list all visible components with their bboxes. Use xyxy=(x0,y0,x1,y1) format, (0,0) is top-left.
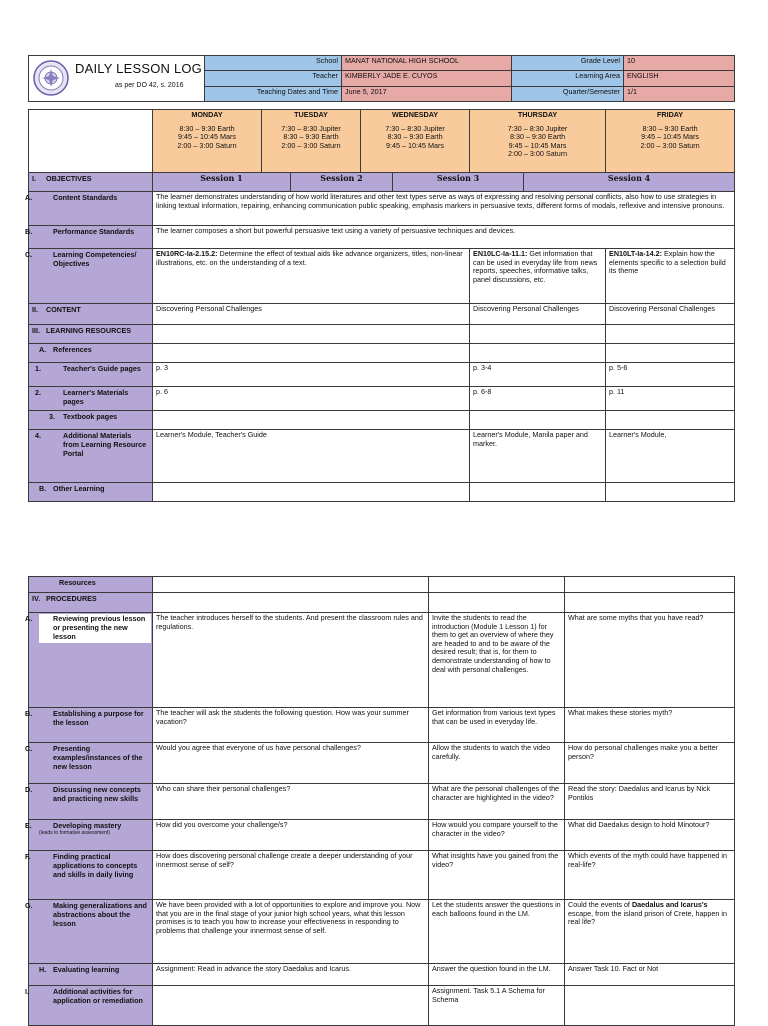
row-number: IV. xyxy=(32,594,41,603)
day-tuesday xyxy=(262,110,361,173)
additional-3: Learner's Module, xyxy=(606,430,735,483)
day-times: 7:30 – 8:30 Jupiter 8:30 – 9:30 Earth 9:45 – 10:45 Mars xyxy=(385,123,445,150)
procedure-h-3: Answer Task 10. Fact or Not xyxy=(565,964,735,986)
procedure-c-1: Would you agree that everyone of us have personal challenges? xyxy=(153,743,429,784)
page-subtitle: as per DO 42, s. 2016 xyxy=(115,82,184,89)
row-number: C. xyxy=(25,744,33,753)
procedure-f-2: What insights have you gained from the video? xyxy=(429,851,565,900)
area-label: Learning Area xyxy=(512,71,624,86)
row-label: Additional activities for application or remediation xyxy=(53,987,143,1005)
competency-code: EN10LT-Ia-14.2: xyxy=(609,249,663,258)
row-label: Establishing a purpose for the lesson xyxy=(53,709,144,727)
lm-pages-2: p. 6-8 xyxy=(470,387,606,411)
procedure-b-label xyxy=(25,708,153,743)
row-label: Discussing new concepts and practicing new skills xyxy=(53,785,141,803)
procedure-f-1: How does discovering personal challenge create a deeper understanding of your innermost sense of self? xyxy=(153,851,429,900)
procedure-h-2: Answer the question found in the LM. xyxy=(429,964,565,986)
empty-cell xyxy=(153,577,429,593)
performance-standards-label xyxy=(25,226,153,249)
row-number: B. xyxy=(25,709,33,718)
lesson-table-part1 xyxy=(25,109,735,502)
day-name: MONDAY xyxy=(191,110,223,119)
row-label: References xyxy=(53,345,92,354)
competency-text: Explain how the elements specific to a selection build its theme xyxy=(609,249,726,276)
procedure-e-label xyxy=(25,820,153,851)
empty-cell xyxy=(565,986,735,1026)
row-number: D. xyxy=(25,785,33,794)
procedure-h-1: Assignment: Read in advance the story Daedalus and Icarus. xyxy=(153,964,429,986)
row-number: I. xyxy=(32,174,36,183)
empty-cell xyxy=(606,411,735,430)
corner-cell xyxy=(29,110,153,173)
empty-cell xyxy=(429,577,565,593)
procedure-d-3: Read the story: Daedalus and Icarus by Nick Pontikis xyxy=(565,784,735,820)
procedure-g-1: We have been provided with a lot of opportunities to explore and improve you. Now that you are in the final stage of your junior high school years, what this lesson promises is to teach you how to increase your effectiveness in responding to problems that challenge your innermost sense of self. xyxy=(153,900,429,964)
additional-1: Learner's Module, Teacher's Guide xyxy=(153,430,470,483)
session-1: Session 1 xyxy=(153,173,291,192)
learning-resources-label xyxy=(29,325,153,344)
row-label: PROCEDURES xyxy=(46,594,97,603)
row-number: B. xyxy=(39,484,47,493)
procedure-h-label xyxy=(29,964,153,986)
row-label: Learning Competencies/ Objectives xyxy=(53,250,137,268)
empty-cell xyxy=(429,593,565,613)
procedure-d-1: Who can share their personal challenges? xyxy=(153,784,429,820)
procedure-e-3: What did Daedalus design to hold Minotour? xyxy=(565,820,735,851)
procedure-a-2: Invite the students to read the introduction (Module 1 Lesson 1) for them to get an overview of where they are headed to and to be aware of the desired result; that is, for them to demonstrate understanding of how to deal with personal challenges. xyxy=(429,613,565,708)
quarter-label: Quarter/Semester xyxy=(512,86,624,101)
row-label: Performance Standards xyxy=(53,227,135,236)
row-number: I. xyxy=(25,987,29,996)
school-value: MANAT NATIONAL HIGH SCHOOL xyxy=(342,56,512,71)
row-label: Content Standards xyxy=(53,193,118,202)
row-label: Presenting examples/instances of the new lesson xyxy=(53,744,143,771)
day-name: THURSDAY xyxy=(517,110,558,119)
quarter-value: 1/1 xyxy=(624,86,735,101)
day-name: WEDNESDAY xyxy=(391,110,439,119)
session-3: Session 3 xyxy=(393,173,524,192)
teacher-value: KIMBERLY JADE E. CUYOS xyxy=(342,71,512,86)
row-number: F. xyxy=(25,852,31,861)
procedure-e-1: How did you overcome your challenge/s? xyxy=(153,820,429,851)
tg-pages-3: p. 5-6 xyxy=(606,363,735,387)
row-label: Finding practical applications to concepts and skills in daily living xyxy=(53,852,138,879)
lm-pages-3: p. 11 xyxy=(606,387,735,411)
procedure-g-3 xyxy=(565,900,735,964)
empty-cell xyxy=(606,483,735,502)
row-note: (leads to formative assessment) xyxy=(39,830,110,836)
additional-materials-label xyxy=(29,430,153,483)
procedures-label xyxy=(29,593,153,613)
day-times: 8:30 – 9:30 Earth 9:45 – 10:45 Mars 2:00 – 3:00 Saturn xyxy=(177,123,237,150)
row-number: III. xyxy=(32,326,40,335)
competency-code: EN10RC-Ia-2.15.2: xyxy=(156,249,218,258)
row-number: 2. xyxy=(35,388,41,397)
empty-cell xyxy=(470,411,606,430)
resources-cont-label: Resources xyxy=(29,577,153,593)
session-2: Session 2 xyxy=(291,173,393,192)
lesson-table-part2 xyxy=(25,576,735,1026)
competency-1 xyxy=(153,249,470,304)
objectives-label xyxy=(29,173,153,192)
row-number: G. xyxy=(25,901,33,910)
procedure-i-label xyxy=(25,986,153,1026)
empty-cell xyxy=(470,325,606,344)
empty-cell xyxy=(470,483,606,502)
row-label: Making generalizations and abstractions about the lesson xyxy=(53,901,147,928)
row-number: A. xyxy=(25,193,33,202)
tg-pages-2: p. 3-4 xyxy=(470,363,606,387)
content-cell-2: Discovering Personal Challenges xyxy=(470,304,606,325)
procedure-c-label xyxy=(25,743,153,784)
competency-3 xyxy=(606,249,735,304)
procedure-b-2: Get information from various text types that can be used in everyday life. xyxy=(429,708,565,743)
references-label xyxy=(29,344,153,363)
performance-standards-text: The learner composes a short but powerful persuasive text using a variety of persuasive techniques and devices. xyxy=(153,226,735,249)
procedure-f-label xyxy=(25,851,153,900)
procedure-c-3: How do personal challenges make you a better person? xyxy=(565,743,735,784)
procedure-a-1: The teacher introduces herself to the students. And present the classroom rules and regulations. xyxy=(153,613,429,708)
row-number: A. xyxy=(39,345,47,354)
row-label: Other Learning xyxy=(53,484,105,493)
other-learning-label xyxy=(29,483,153,502)
row-number: B. xyxy=(25,227,33,236)
procedure-f-3: Which events of the myth could have happened in real-life? xyxy=(565,851,735,900)
page-title: DAILY LESSON LOG xyxy=(75,61,202,76)
procedure-a-3: What are some myths that you have read? xyxy=(565,613,735,708)
content-standards-text: The learner demonstrates understanding of how world literatures and other text types serve as ways of expressing and resolving personal conflicts, also how to use strategies in linking textual information, repairing, enhancing communication public speaking, emphasis markers in persuasive texts, different forms of modals, reflexive and intensive pronouns. xyxy=(153,192,735,226)
tg-pages-1: p. 3 xyxy=(153,363,470,387)
procedure-e-2: How would you compare yourself to the character in the video? xyxy=(429,820,565,851)
competency-text: Determine the effect of textual aids like advance organizers, titles, non-linear illustrations, etc. on the understanding of a text. xyxy=(156,249,463,267)
row-number: C. xyxy=(25,250,33,259)
empty-cell xyxy=(153,411,470,430)
day-friday xyxy=(606,110,735,173)
empty-cell xyxy=(153,593,429,613)
content-label xyxy=(29,304,153,325)
procedure-g-2: Let the students answer the questions in each balloons found in the LM. xyxy=(429,900,565,964)
row-label: Learner's Materials pages xyxy=(63,388,129,406)
deped-seal-icon xyxy=(33,60,69,96)
text-part: escape, from the island prison of Crete, happen in real life? xyxy=(568,908,728,927)
row-number: A. xyxy=(25,614,33,623)
competencies-label xyxy=(25,249,153,304)
row-label: Evaluating learning xyxy=(53,965,120,974)
textbook-pages-label xyxy=(29,411,153,430)
competency-2 xyxy=(470,249,606,304)
dates-label: Teaching Dates and Time xyxy=(205,86,342,101)
lm-pages-label xyxy=(29,387,153,411)
empty-cell xyxy=(565,577,735,593)
text-part: Could the events of xyxy=(568,900,632,909)
row-label: OBJECTIVES xyxy=(46,174,92,183)
row-label: CONTENT xyxy=(46,305,81,314)
empty-cell xyxy=(606,325,735,344)
row-number: 4. xyxy=(35,431,41,440)
day-times: 8:30 – 9:30 Earth 9:45 – 10:45 Mars 2:00 – 3:00 Saturn xyxy=(640,123,700,150)
grade-value: 10 xyxy=(624,56,735,71)
day-times: 7:30 – 8:30 Jupiter 8:30 – 9:30 Earth 9:45 – 10:45 Mars 2:00 – 3:00 Saturn xyxy=(507,123,568,159)
teacher-label: Teacher xyxy=(205,71,342,86)
row-number: 3. xyxy=(49,412,55,421)
lm-pages-1: p. 6 xyxy=(153,387,470,411)
additional-2: Learner's Module, Manila paper and marker. xyxy=(470,430,606,483)
row-number: H. xyxy=(39,965,47,974)
row-label: Developing mastery xyxy=(53,821,122,830)
day-name: TUESDAY xyxy=(294,110,328,119)
grade-label: Grade Level xyxy=(512,56,624,71)
procedure-a-label xyxy=(25,613,153,708)
competency-code: EN10LC-Ia-11.1: xyxy=(473,249,528,258)
session-4: Session 4 xyxy=(524,173,735,192)
empty-cell xyxy=(606,344,735,363)
row-label: Teacher's Guide pages xyxy=(63,364,141,373)
day-thursday xyxy=(470,110,606,173)
procedure-g-label xyxy=(25,900,153,964)
procedure-b-1: The teacher will ask the students the following question. How was your summer vacation? xyxy=(153,708,429,743)
procedure-d-2: What are the personal challenges of the character are highlighted in the video? xyxy=(429,784,565,820)
day-name: FRIDAY xyxy=(657,110,684,119)
row-number: E. xyxy=(25,821,32,830)
empty-cell xyxy=(153,325,470,344)
row-number: II. xyxy=(32,305,38,314)
day-wednesday xyxy=(361,110,470,173)
day-monday xyxy=(153,110,262,173)
procedure-c-2: Allow the students to watch the video carefully. xyxy=(429,743,565,784)
empty-cell xyxy=(153,483,470,502)
row-label: LEARNING RESOURCES xyxy=(46,326,132,335)
header-table xyxy=(28,55,735,102)
procedure-b-3: What makes these stories myth? xyxy=(565,708,735,743)
area-value: ENGLISH xyxy=(624,71,735,86)
row-label: Additional Materials from Learning Resource Portal xyxy=(63,431,147,458)
row-label: Reviewing previous lesson or presenting the new lesson xyxy=(53,614,146,641)
day-times: 7:30 – 8:30 Jupiter 8:30 – 9:30 Earth 2:00 – 3:00 Saturn xyxy=(281,123,341,150)
empty-cell xyxy=(470,344,606,363)
tg-pages-label xyxy=(29,363,153,387)
row-number: 1. xyxy=(35,364,41,373)
row-label: Textbook pages xyxy=(63,412,118,421)
story-title: Daedalus and Icarus's xyxy=(631,900,708,909)
logo-title-cell xyxy=(29,56,205,102)
school-label: School xyxy=(205,56,342,71)
empty-cell xyxy=(153,986,429,1026)
empty-cell xyxy=(565,593,735,613)
content-cell-3: Discovering Personal Challenges xyxy=(606,304,735,325)
dates-value: June 5, 2017 xyxy=(342,86,512,101)
competency-text: Get information that can be used in everyday life from news reports, speeches, informative talks, panel discussions, etc. xyxy=(473,249,598,284)
empty-cell xyxy=(153,344,470,363)
content-standards-label xyxy=(25,192,153,226)
procedure-i-2: Assignment. Task 5.1 A Schema for Schema xyxy=(429,986,565,1026)
procedure-d-label xyxy=(25,784,153,820)
content-cell-1: Discovering Personal Challenges xyxy=(153,304,470,325)
